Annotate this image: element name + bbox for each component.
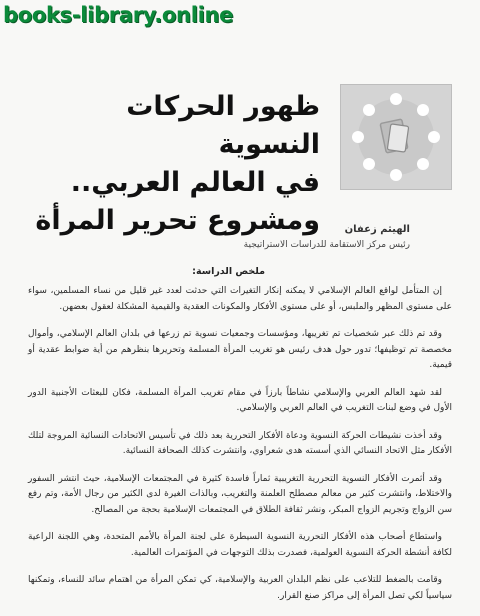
article-body: [28, 284, 452, 616]
title-line: ظهور الحركات النسوية: [126, 91, 320, 160]
body-paragraph: وقد أثمرت الأفكار النسوية التحررية التغريبية ثماراً فاسدة كثيرة في المجتمعات الإسلامية، حيث انتشر السفور والاختلاط، وانتشرت كثير من معالم مصطلح العلمنة والتغريب، وبالذات الغيرة لدى الكثير من رجال الأمة، وتم رفع سن الزواج وتجريم الزواج المبكر، ونشر ثقافة الطلاق في المجتمعات الإسلامية بحجة من المصالح.: [28, 473, 452, 515]
author-role: رئيس مركز الاستقامة للدراسات الاستراتيجية: [243, 240, 410, 250]
body-paragraph: وقد تم ذلك عبر شخصيات تم تغريبها، ومؤسسات وجمعيات نسوية تم زرعها في بلدان العالم الإسلامي، وأموال مخصصة تم توظيفها؛ تدور حول هدف رئيس هو تغريب المرأة المسلمة وتحريرها بنظرهم من أية ضوابط عقدية أو قيمية.: [28, 329, 452, 370]
body-paragraph: واستطاع أصحاب هذه الأفكار التحررية النسوية السيطرة على لجنة المرأة بالأمم المتحدة، وهي اللجنة الراعية لكافة أنشطة الحركة النسوية العولمية، فصدرت بذلك التوجهات في المؤتمرات العالمية.: [28, 532, 452, 558]
title-line: ومشروع تحرير المرأة: [35, 205, 320, 236]
body-paragraph: وقد أخذت نشيطات الحركة النسوية ودعاة الأفكار التحررية بعد ذلك في تأسيس الاتحادات النسائية المروجة لتلك الأفكار مثل الاتحاد النسائي الذي أسسته هدى شعراوي، وانتشرت كذلك الصحافة النسائية.: [28, 430, 452, 456]
title-line: في العالم العربي..: [70, 167, 320, 198]
article-logo: [340, 84, 452, 190]
body-paragraph: إن المتأمل لواقع العالم الإسلامي لا يمكنه إنكار التغيرات التي حدثت لعدد غير قليل من نساء المسلمين، سواء على مستوى المظهر والملبس، أو على مستوى الأفكار والمكونات العقدية والقيمية المشكلة لعقول بعضهن.: [28, 286, 452, 312]
section-heading: ملخص الدراسة:: [192, 266, 265, 277]
body-paragraph: وقامت بالضغط للتلاعب على نظم البلدان العربية والإسلامية، كي تمكن المرأة من اهتمام سائد للنساء، وتمكنها سياسياً لكي تصل المرأة إلى مراكز صنع القرار.: [28, 575, 452, 601]
author-name: الهيثم زعفان: [344, 224, 410, 235]
site-watermark: books-library.online: [3, 3, 234, 27]
logo-emblem-icon: [341, 85, 451, 189]
article-title: [20, 88, 320, 240]
body-paragraph: لقد شهد العالم العربي والإسلامي نشاطاً بارزاً في مقام تغريب المرأة المسلمة، فكان للبعثات الأجنبية الدور الأول في وضع لبنات التغريب في العالم العربي والإسلامي.: [28, 387, 452, 413]
